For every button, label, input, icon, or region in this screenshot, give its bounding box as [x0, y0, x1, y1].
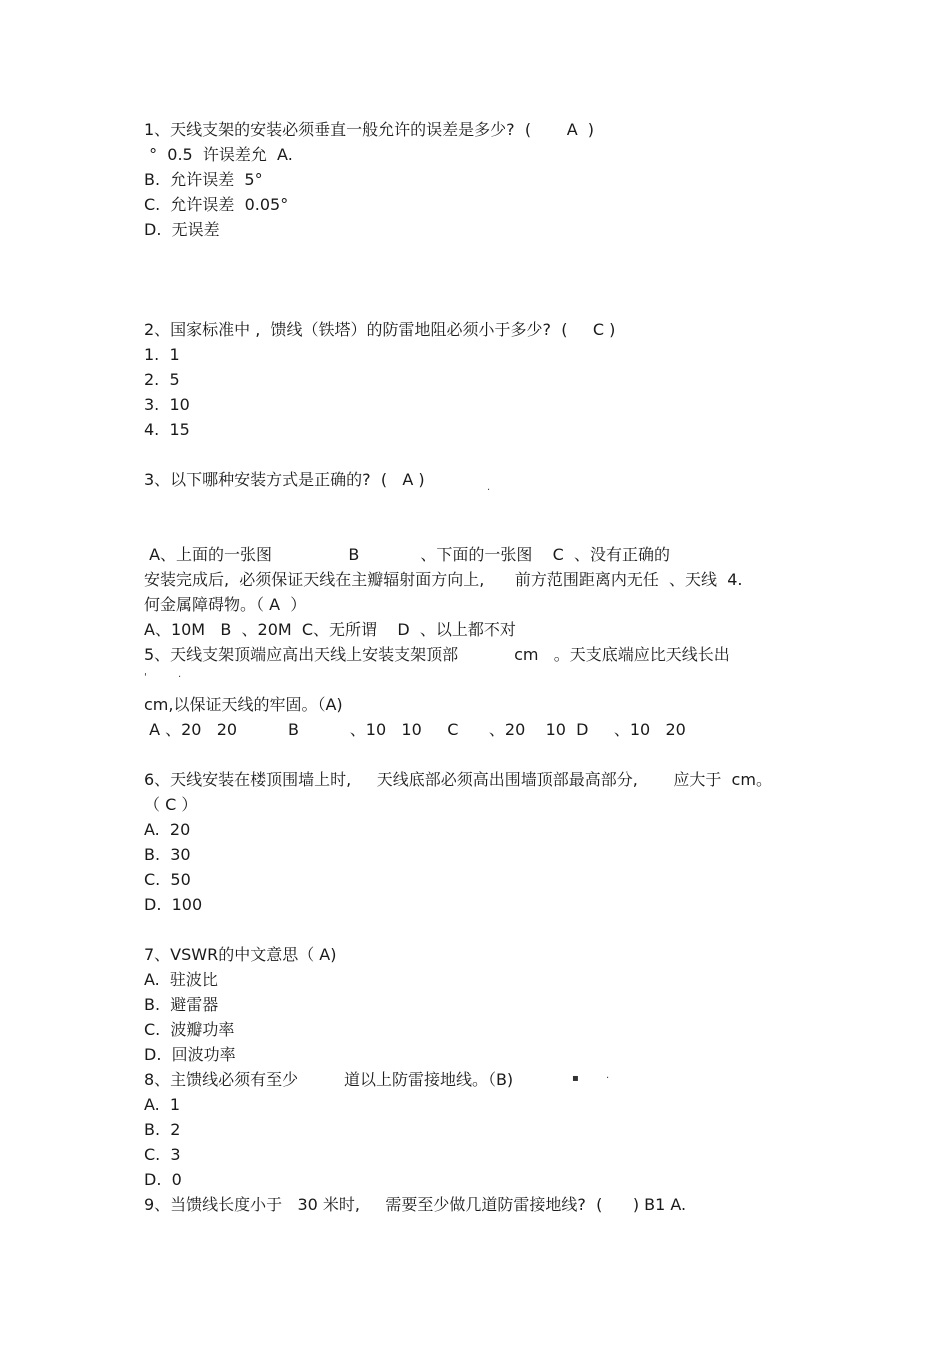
- text-line: 2. 5: [144, 370, 180, 389]
- stray-mark: ▪: [572, 1073, 579, 1084]
- text-line: 7、VSWR的中文意思（ A): [144, 945, 337, 964]
- text-line: B. 2: [144, 1120, 181, 1139]
- text-line: D. 回波功率: [144, 1045, 236, 1064]
- text-line: 8、主馈线必须有至少 道以上防雷接地线。（B): [144, 1070, 514, 1089]
- text-line: 安装完成后, 必须保证天线在主瓣辐射面方向上, 前方范围距离内无任 、天线 4.: [144, 570, 743, 589]
- text-line: A 、20 20 B 、10 10 C 、20 10 D 、10 20: [144, 720, 686, 739]
- text-line: A. 驻波比: [144, 970, 218, 989]
- stray-mark: ': [144, 672, 147, 683]
- text-line: B. 避雷器: [144, 995, 219, 1014]
- text-line: cm,以保证天线的牢固。（A): [144, 695, 343, 714]
- text-line: 3、以下哪种安装方式是正确的? ( A ): [144, 470, 425, 489]
- text-line: D. 0: [144, 1170, 182, 1189]
- text-line: 1. 1: [144, 345, 180, 364]
- text-line: 5、天线支架顶端应高出天线上安装支架顶部 cm 。天支底端应比天线长出: [144, 645, 730, 664]
- text-line: 2、国家标准中 , 馈线（铁塔）的防雷地阻必须小于多少? ( C ): [144, 320, 616, 339]
- text-line: A、上面的一张图 B 、下面的一张图 C 、没有正确的: [144, 545, 671, 564]
- text-line: 4. 15: [144, 420, 190, 439]
- text-line: C. 波瓣功率: [144, 1020, 235, 1039]
- text-line: B. 30: [144, 845, 191, 864]
- text-line: （ C ）: [144, 795, 198, 814]
- text-line: 3. 10: [144, 395, 190, 414]
- text-line: C. 50: [144, 870, 191, 889]
- stray-mark: ·: [606, 1073, 610, 1084]
- text-line: 何金属障碍物。（ A ）: [144, 595, 307, 614]
- text-line: 1、天线支架的安装必须垂直一般允许的误差是多少? ( A ): [144, 120, 595, 139]
- text-line: D. 无误差: [144, 220, 220, 239]
- text-line: D. 100: [144, 895, 203, 914]
- text-line: ° 0.5 许误差允 A.: [144, 145, 293, 164]
- text-line: C. 允许误差 0.05°: [144, 195, 289, 214]
- text-line: A. 1: [144, 1095, 181, 1114]
- stray-mark: .: [487, 482, 491, 493]
- text-line: B. 允许误差 5°: [144, 170, 263, 189]
- text-line: C. 3: [144, 1145, 181, 1164]
- text-line: 6、天线安装在楼顶围墙上时, 天线底部必须高出围墙顶部最高部分, 应大于 cm。: [144, 770, 772, 789]
- text-line: 9、当馈线长度小于 30 米时, 需要至少做几道防雷接地线? ( ) B1 A.: [144, 1195, 687, 1214]
- stray-mark: ·: [178, 672, 182, 683]
- text-line: A、10M B 、20M C、无所谓 D 、以上都不对: [144, 620, 516, 639]
- text-line: A. 20: [144, 820, 191, 839]
